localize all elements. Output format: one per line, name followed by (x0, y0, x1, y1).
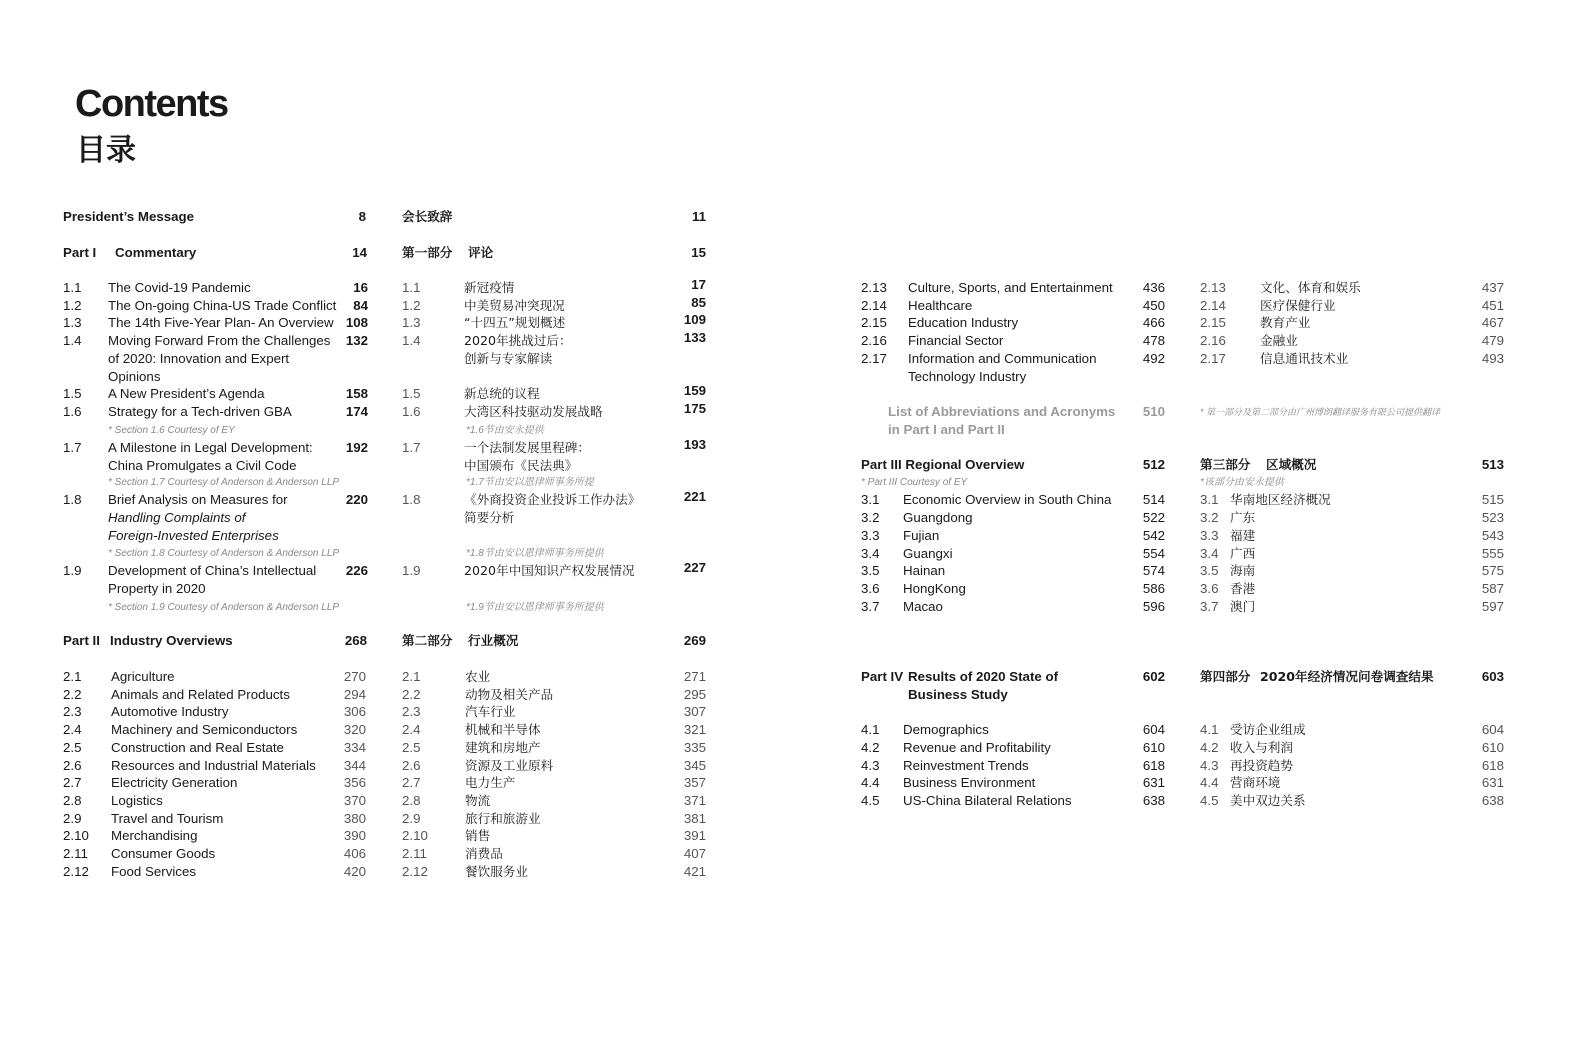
toc-page: 334 (343, 740, 366, 755)
toc-courtesy-note: * Part III Courtesy of EY (861, 477, 968, 488)
toc-item-number: 3.7 (861, 599, 880, 614)
toc-part-title: 评论 (468, 245, 494, 260)
toc-item-number: 1.1 (63, 280, 82, 295)
toc-item-title: 收入与利润 (1230, 740, 1293, 755)
toc-page: 522 (1142, 510, 1165, 525)
toc-item-title: Machinery and Semiconductors (111, 722, 298, 737)
toc-page: 575 (1481, 563, 1504, 578)
toc-item-title: 中美贸易冲突现况 (464, 298, 565, 313)
toc-item-title: Construction and Real Estate (111, 740, 284, 755)
toc-page: 295 (683, 687, 706, 702)
toc-courtesy-note: * Section 1.9 Courtesy of Anderson & Anderson LLP (108, 602, 340, 613)
toc-item-title: Moving Forward From the Challenges (108, 333, 331, 348)
toc-item-title: Reinvestment Trends (903, 758, 1029, 773)
toc-page: 437 (1481, 280, 1504, 295)
toc-page: 84 (353, 298, 368, 313)
toc-item-number: 3.3 (1200, 528, 1219, 543)
toc-item-title: Brief Analysis on Measures for (108, 492, 288, 507)
toc-page: 515 (1481, 492, 1504, 507)
toc-part-title: Industry Overviews (110, 633, 233, 648)
toc-item-number: 2.15 (1200, 315, 1226, 330)
toc-item-title: 金融业 (1260, 333, 1298, 348)
toc-item-title: Electricity Generation (111, 775, 238, 790)
toc-item-number: 2.3 (63, 704, 82, 719)
toc-item-title: Agriculture (111, 669, 175, 684)
page-title: Contents (75, 83, 228, 125)
toc-page: 587 (1481, 581, 1504, 596)
toc-item-title: 物流 (465, 793, 491, 808)
toc-page: 451 (1481, 298, 1504, 313)
toc-item-title: Education Industry (908, 315, 1019, 330)
toc-courtesy-note: * 第一部分及第二部分由广州博朗翻译服务有限公司提供翻译 (1200, 407, 1441, 417)
toc-item-number: 1.2 (402, 298, 421, 313)
toc-item-number: 4.2 (1200, 740, 1219, 755)
toc-item-number: 2.10 (402, 828, 428, 843)
toc-page: 391 (683, 828, 706, 843)
toc-part-title: Part III Regional Overview (861, 457, 1025, 472)
toc-page: 603 (1481, 669, 1504, 684)
toc-item-title: 美中双边关系 (1230, 793, 1306, 808)
toc-item-title: Guangxi (903, 546, 953, 561)
toc-page: 294 (343, 687, 366, 702)
toc-item-title: 资源及工业原料 (465, 758, 554, 773)
toc-item-number: 3.1 (861, 492, 880, 507)
toc-page: 596 (1142, 599, 1165, 614)
toc-item-number: 2.11 (402, 846, 427, 861)
toc-item-number: 4.1 (861, 722, 880, 737)
toc-heading: President’s Message (63, 209, 195, 224)
toc-item-number: 3.6 (1200, 581, 1219, 596)
toc-item-title: The 14th Five-Year Plan- An Overview (108, 315, 334, 330)
toc-item-title: Healthcare (908, 298, 973, 313)
toc-item-number: 2.5 (402, 740, 421, 755)
toc-item-number: 2.14 (861, 298, 887, 313)
toc-part-number: Part IV (861, 669, 904, 684)
toc-item-number: 2.10 (63, 828, 89, 843)
toc-item-title: Automotive Industry (111, 704, 229, 719)
toc-item-number: 2.12 (402, 864, 428, 879)
toc-page: 554 (1142, 546, 1165, 561)
toc-item-number: 1.6 (63, 404, 82, 419)
toc-item-number: 1.8 (402, 492, 421, 507)
toc-item-title: Technology Industry (908, 368, 1027, 384)
toc-item-number: 2.2 (402, 687, 421, 702)
toc-item-number: 1.5 (63, 386, 82, 401)
toc-item-number: 4.3 (861, 758, 880, 773)
toc-page: 221 (683, 489, 706, 504)
toc-item-number: 1.3 (402, 315, 421, 330)
toc-item-number: 2.14 (1200, 298, 1226, 313)
toc-item-title: 福建 (1230, 528, 1256, 543)
toc-item-title: 广西 (1230, 546, 1256, 561)
toc-item-title: 营商环境 (1230, 775, 1281, 790)
toc-part-title: Results of 2020 State of (908, 669, 1059, 684)
toc-part-title: Commentary (115, 245, 197, 260)
toc-item-title: A New President’s Agenda (108, 386, 265, 401)
toc-page: 227 (683, 560, 706, 575)
toc-page: 610 (1142, 740, 1165, 755)
toc-page: 638 (1142, 793, 1165, 808)
toc-page: 514 (1142, 492, 1165, 507)
toc-item-number: 2.9 (402, 811, 421, 826)
toc-item-number: 4.4 (861, 775, 880, 790)
toc-page: 604 (1481, 722, 1504, 737)
toc-item-title: 教育产业 (1260, 315, 1311, 330)
toc-page: 133 (683, 330, 706, 345)
toc-page: 109 (683, 312, 706, 327)
toc-page: 85 (691, 295, 706, 310)
toc-item-number: 1.9 (63, 563, 82, 578)
toc-item-number: 2.2 (63, 687, 82, 702)
toc-courtesy-note: *1.8节由安以恩律师事务所提供 (466, 548, 604, 559)
toc-page: 356 (343, 775, 366, 790)
toc-page: 631 (1481, 775, 1504, 790)
toc-page: 492 (1142, 351, 1165, 366)
toc-page: 597 (1481, 599, 1504, 614)
toc-page: 555 (1481, 546, 1504, 561)
toc-page: 17 (691, 277, 706, 292)
toc-item-number: 2.1 (402, 669, 421, 684)
toc-item-number: 1.4 (63, 333, 82, 348)
toc-item-title: Fujian (903, 528, 940, 543)
toc-item-number: 2.7 (63, 775, 82, 790)
toc-item-number: 2.4 (63, 722, 82, 737)
toc-item-number: 1.4 (402, 333, 421, 348)
toc-item-number: 3.5 (1200, 563, 1219, 578)
toc-item-title: 华南地区经济概况 (1230, 492, 1331, 507)
toc-page: 320 (343, 722, 366, 737)
toc-item-number: 3.6 (861, 581, 880, 596)
toc-item-number: 4.5 (861, 793, 880, 808)
toc-page: 174 (345, 404, 368, 419)
toc-item-title: 信息通讯技术业 (1260, 351, 1349, 366)
toc-item-number: 2.4 (402, 722, 421, 737)
toc-page: 15 (691, 245, 706, 260)
toc-item-number: 4.5 (1200, 793, 1219, 808)
toc-part-title: Business Study (908, 686, 1008, 702)
toc-page: 132 (345, 333, 368, 348)
toc-item-title: 动物及相关产品 (465, 687, 554, 702)
toc-item-number: 1.7 (402, 440, 421, 455)
toc-page: 631 (1142, 775, 1165, 790)
toc-item-title: 香港 (1230, 581, 1256, 596)
toc-page: 523 (1481, 510, 1504, 525)
toc-item-title: 海南 (1230, 563, 1256, 578)
toc-item-title: Development of China’s Intellectual (108, 563, 317, 578)
toc-item-number: 2.1 (63, 669, 82, 684)
toc-page: 420 (343, 864, 366, 879)
toc-part-title: 区域概况 (1266, 457, 1317, 472)
toc-part-number: Part II (63, 633, 100, 648)
toc-part-number: 第三部分 (1200, 457, 1251, 472)
toc-part-number: 第四部分 (1200, 669, 1251, 684)
toc-item-number: 3.2 (1200, 510, 1219, 525)
toc-item-number: 2.5 (63, 740, 82, 755)
toc-item-number: 1.8 (63, 492, 82, 507)
toc-item-number: 3.2 (861, 510, 880, 525)
toc-item-number: 2.6 (63, 758, 82, 773)
toc-item-title: Food Services (111, 864, 196, 879)
toc-page: 11 (691, 209, 706, 224)
toc-item-number: 2.12 (63, 864, 89, 879)
toc-part-number: 第二部分 (402, 633, 453, 648)
toc-item-number: 2.8 (402, 793, 421, 808)
toc-page: 466 (1142, 315, 1165, 330)
toc-page: 108 (345, 315, 368, 330)
toc-item-number: 2.9 (63, 811, 82, 826)
toc-page: 450 (1142, 298, 1165, 313)
toc-item-number: 1.3 (63, 315, 82, 330)
toc-page: 269 (683, 633, 706, 648)
toc-item-number: 2.13 (1200, 280, 1226, 295)
toc-item-number: 3.3 (861, 528, 880, 543)
toc-item-title: 消费品 (465, 846, 503, 861)
toc-page: 510 (1142, 404, 1165, 419)
toc-item-title: Resources and Industrial Materials (111, 758, 316, 773)
toc-page: 270 (343, 669, 366, 684)
toc-item-title: 澳门 (1230, 599, 1256, 614)
toc-heading: 会长致辞 (402, 209, 453, 224)
toc-item-title: 新冠疫情 (464, 280, 515, 295)
toc-item-number: 3.4 (1200, 546, 1219, 561)
toc-abbreviations-link: in Part I and Part II (888, 421, 1005, 437)
toc-courtesy-note: *该部分由安永提供 (1200, 477, 1284, 488)
toc-item-number: 4.2 (861, 740, 880, 755)
toc-page: 407 (683, 846, 706, 861)
toc-item-title: Macao (903, 599, 943, 614)
toc-page: 14 (352, 245, 367, 260)
toc-page: 574 (1142, 563, 1165, 578)
toc-page: 226 (345, 563, 368, 578)
toc-page: 478 (1142, 333, 1165, 348)
toc-item-number: 2.13 (861, 280, 887, 295)
toc-page: 618 (1481, 758, 1504, 773)
toc-page: 335 (683, 740, 706, 755)
toc-page: 542 (1142, 528, 1165, 543)
toc-page: 380 (343, 811, 366, 826)
toc-item-title: 建筑和房地产 (465, 740, 541, 755)
toc-page: 175 (683, 401, 706, 416)
toc-item-title: 中国颁布《民法典》 (464, 457, 578, 473)
toc-page: 306 (343, 704, 366, 719)
toc-item-title: 《外商投资企业投诉工作办法》 (464, 492, 641, 507)
toc-page: 158 (345, 386, 368, 401)
toc-page: 467 (1481, 315, 1504, 330)
toc-item-number: 3.5 (861, 563, 880, 578)
toc-item-number: 1.9 (402, 563, 421, 578)
toc-courtesy-note: *1.7节由安以恩律师事务所提 (466, 477, 594, 488)
toc-item-number: 3.4 (861, 546, 880, 561)
toc-item-title: 受访企业组成 (1230, 722, 1306, 737)
toc-item-title: The Covid-19 Pandemic (108, 280, 251, 295)
toc-courtesy-note: *1.9节由安以恩律师事务所提供 (466, 602, 604, 613)
toc-item-number: 2.15 (861, 315, 887, 330)
toc-item-number: 2.11 (63, 846, 88, 861)
toc-item-title: 电力生产 (465, 775, 516, 790)
toc-item-number: 2.7 (402, 775, 421, 790)
toc-item-title: 销售 (465, 828, 491, 843)
toc-item-title: 广东 (1230, 510, 1256, 525)
toc-item-number: 4.1 (1200, 722, 1219, 737)
toc-item-number: 2.16 (1200, 333, 1226, 348)
toc-item-title: 一个法制发展里程碑： (464, 440, 590, 455)
toc-item-number: 3.1 (1200, 492, 1219, 507)
toc-item-title: US-China Bilateral Relations (903, 793, 1072, 808)
toc-page: 381 (683, 811, 706, 826)
toc-courtesy-note: * Section 1.7 Courtesy of Anderson & Anderson LLP (108, 477, 340, 488)
toc-page: 512 (1142, 457, 1165, 472)
toc-item-number: 1.7 (63, 440, 82, 455)
toc-page: 586 (1142, 581, 1165, 596)
toc-item-title: Revenue and Profitability (903, 740, 1051, 755)
toc-page: 16 (353, 280, 368, 295)
toc-item-title: HongKong (903, 581, 966, 596)
page-subtitle: 目录 (76, 133, 136, 168)
toc-item-title: 农业 (465, 669, 491, 684)
toc-part-title: 行业概况 (468, 633, 519, 648)
toc-page: 390 (343, 828, 366, 843)
toc-courtesy-note: * Section 1.8 Courtesy of Anderson & Anderson LLP (108, 548, 340, 559)
toc-item-title: Property in 2020 (108, 580, 206, 596)
toc-page: 513 (1481, 457, 1504, 472)
toc-item-title: Demographics (903, 722, 989, 737)
toc-item-title: Travel and Tourism (111, 811, 224, 826)
toc-page: 344 (343, 758, 366, 773)
toc-page: 479 (1481, 333, 1504, 348)
toc-item-number: 2.8 (63, 793, 82, 808)
toc-item-title: 2020年中国知识产权发展情况 (464, 563, 635, 578)
toc-page: 610 (1481, 740, 1504, 755)
toc-page: 618 (1142, 758, 1165, 773)
toc-item-title: Guangdong (903, 510, 973, 525)
toc-page: 604 (1142, 722, 1165, 737)
toc-item-title: 2020年挑战过后： (464, 333, 572, 348)
toc-item-title: The On-going China-US Trade Conflict (108, 298, 337, 313)
toc-page: 192 (345, 440, 368, 455)
toc-page: 357 (683, 775, 706, 790)
toc-item-number: 1.6 (402, 404, 421, 419)
toc-item-title: 文化、体育和娱乐 (1260, 280, 1361, 295)
toc-item-title: China Promulgates a Civil Code (108, 457, 297, 473)
toc-item-number: 4.4 (1200, 775, 1219, 790)
toc-page: 220 (345, 492, 368, 507)
toc-item-title: Business Environment (903, 775, 1036, 790)
toc-item-title: 餐饮服务业 (465, 864, 528, 879)
toc-item-title: 简要分析 (464, 509, 515, 525)
toc-item-title: Handling Complaints of (108, 509, 246, 525)
toc-item-title: Merchandising (111, 828, 198, 843)
toc-item-number: 4.3 (1200, 758, 1219, 773)
toc-item-title: 新总统的议程 (464, 386, 540, 401)
toc-page: 602 (1142, 669, 1165, 684)
toc-page: 321 (683, 722, 706, 737)
toc-page: 493 (1481, 351, 1504, 366)
toc-item-title: 再投资趋势 (1230, 758, 1293, 773)
toc-page: 345 (683, 758, 706, 773)
toc-item-title: Financial Sector (908, 333, 1004, 348)
toc-page: 268 (344, 633, 367, 648)
toc-item-title: Foreign-Invested Enterprises (108, 527, 279, 543)
toc-page: 271 (683, 669, 706, 684)
toc-item-title: 汽车行业 (465, 704, 516, 719)
toc-page: 406 (343, 846, 366, 861)
toc-item-title: A Milestone in Legal Development: (108, 440, 313, 455)
toc-part-number: Part I (63, 245, 97, 260)
toc-item-number: 1.1 (402, 280, 421, 295)
toc-item-title: Culture, Sports, and Entertainment (908, 280, 1113, 295)
toc-item-title: 机械和半导体 (465, 722, 541, 737)
toc-item-title: 医疗保健行业 (1260, 298, 1336, 313)
toc-page: 436 (1142, 280, 1165, 295)
toc-courtesy-note: * Section 1.6 Courtesy of EY (108, 425, 235, 436)
toc-page: 370 (343, 793, 366, 808)
toc-part-number: 第一部分 (402, 245, 453, 260)
toc-item-number: 3.7 (1200, 599, 1219, 614)
toc-page: 307 (683, 704, 706, 719)
toc-item-number: 1.5 (402, 386, 421, 401)
toc-item-title: Information and Communication (908, 351, 1097, 366)
toc-page: 371 (683, 793, 706, 808)
toc-courtesy-note: *1.6节由安永提供 (466, 425, 544, 436)
toc-item-number: 2.17 (1200, 351, 1226, 366)
toc-item-number: 2.17 (861, 351, 887, 366)
toc-item-title: Animals and Related Products (111, 687, 290, 702)
toc-item-title: Strategy for a Tech-driven GBA (108, 404, 292, 419)
toc-page: 638 (1481, 793, 1504, 808)
toc-abbreviations-link: List of Abbreviations and Acronyms (888, 404, 1116, 419)
toc-page: 193 (683, 437, 706, 452)
toc-item-title: Hainan (903, 563, 946, 578)
toc-page: 159 (683, 383, 706, 398)
toc-item-title: Opinions (108, 368, 161, 384)
toc-item-number: 2.6 (402, 758, 421, 773)
toc-item-title: 大湾区科技驱动发展战略 (464, 404, 603, 419)
toc-item-title: Economic Overview in South China (903, 492, 1112, 507)
toc-page: 8 (358, 209, 366, 224)
toc-part-title: 2020年经济情况问卷调查结果 (1260, 669, 1434, 684)
toc-item-title: “十四五”规划概述 (464, 315, 566, 330)
toc-page: 421 (683, 864, 706, 879)
toc-page: 543 (1481, 528, 1504, 543)
toc-item-number: 1.2 (63, 298, 82, 313)
toc-item-title: Consumer Goods (111, 846, 216, 861)
toc-item-title: Logistics (111, 793, 163, 808)
toc-item-title: 旅行和旅游业 (465, 811, 541, 826)
toc-item-number: 2.16 (861, 333, 887, 348)
toc-item-title: 创新与专家解读 (464, 350, 553, 366)
toc-item-title: of 2020: Innovation and Expert (108, 350, 290, 366)
toc-item-number: 2.3 (402, 704, 421, 719)
